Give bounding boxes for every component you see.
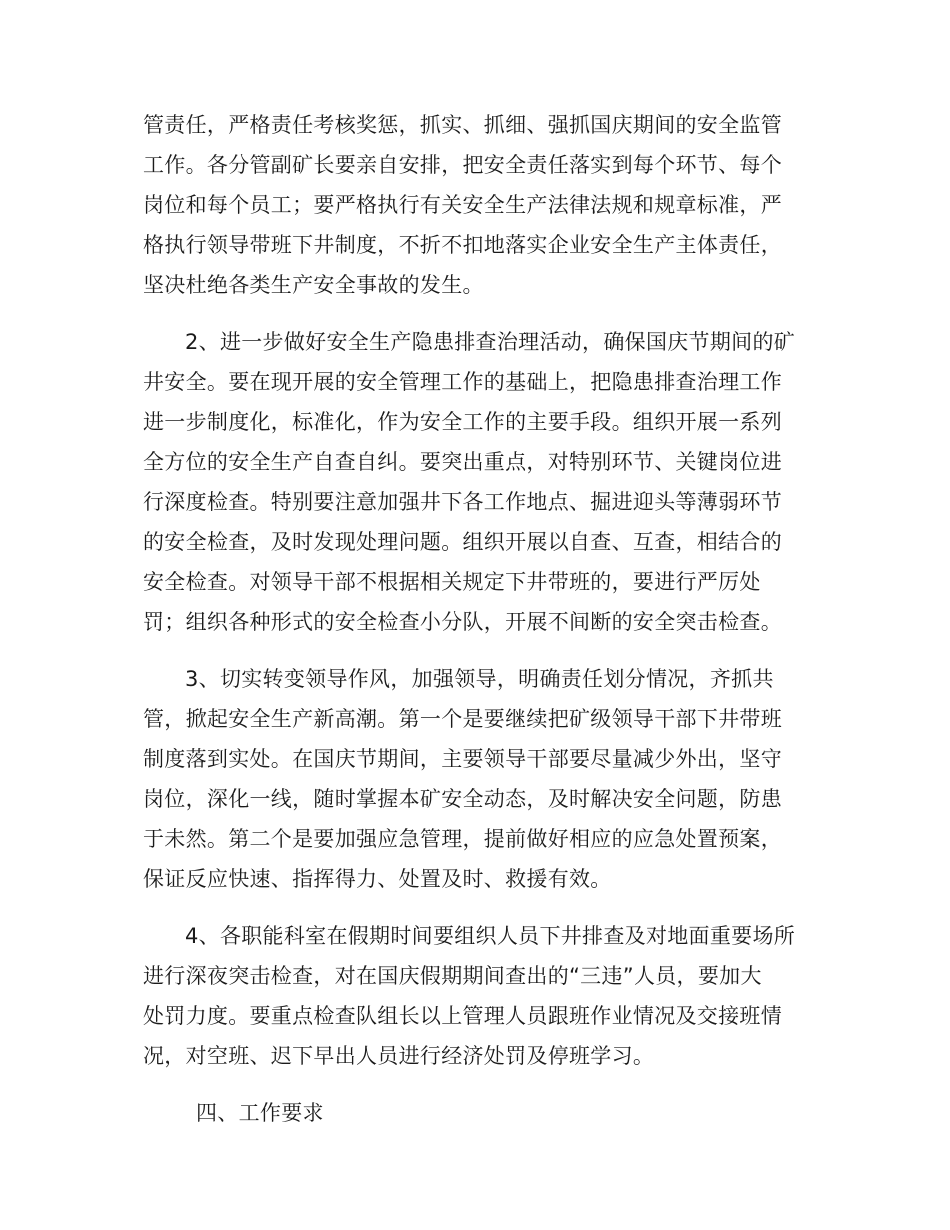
paragraph-3-line-1: 3、切实转变领导作风，加强领导，明确责任划分情况，齐抓共 (185, 667, 774, 691)
paragraph-4-line-1: 4、各职能科室在假期时间要组织人员下井排查及对地面重要场所 (185, 924, 796, 948)
paragraph-2-line-8: 罚；组织各种形式的安全检查小分队，开展不间断的安全突击检查。 (143, 610, 782, 634)
paragraph-3-line-2: 管，掀起安全生产新高潮。第一个是要继续把矿级领导干部下井带班 (143, 707, 782, 731)
paragraph-3-line-6: 保证反应快速、指挥得力、处置及时、救援有效。 (143, 867, 612, 891)
paragraph-3-line-3: 制度落到实处。在国庆节期间，主要领导干部要尽量减少外出，坚守 (143, 747, 782, 771)
paragraph-3-line-5: 于未然。第二个是要加强应急管理，提前做好相应的应急处置预案， (143, 827, 782, 851)
section-heading: 四、工作要求 (196, 1101, 324, 1125)
paragraph-2-line-2: 井安全。要在现开展的安全管理工作的基础上，把隐患排查治理工作 (143, 370, 782, 394)
paragraph-1-line-2: 工作。各分管副矿长要亲自安排，把安全责任落实到每个环节、每个 (143, 153, 782, 177)
paragraph-2-line-6: 的安全检查，及时发现处理问题。组织开展以自查、互查，相结合的 (143, 530, 782, 554)
paragraph-2-line-7: 安全检查。对领导干部不根据相关规定下井带班的，要进行严厉处 (143, 570, 761, 594)
paragraph-4-line-3: 处罚力度。要重点检查队组长以上管理人员跟班作业情况及交接班情 (143, 1004, 782, 1028)
paragraph-2-line-1: 2、进一步做好安全生产隐患排查治理活动，确保国庆节期间的矿 (185, 330, 796, 354)
paragraph-1-line-4: 格执行领导带班下井制度，不折不扣地落实企业安全生产主体责任， (143, 233, 782, 257)
paragraph-1-line-1: 管责任，严格责任考核奖惩，抓实、抓细、强抓国庆期间的安全监管 (143, 113, 782, 137)
paragraph-1-line-5: 坚决杜绝各类生产安全事故的发生。 (143, 273, 484, 297)
paragraph-2-line-3: 进一步制度化，标准化，作为安全工作的主要手段。组织开展一系列 (143, 410, 782, 434)
paragraph-2-line-5: 行深度检查。特别要注意加强井下各工作地点、掘进迎头等薄弱环节 (143, 490, 782, 514)
paragraph-4-line-4: 况，对空班、迟下早出人员进行经济处罚及停班学习。 (143, 1044, 655, 1068)
paragraph-4-line-2: 进行深夜突击检查，对在国庆假期期间查出的“三违”人员，要加大 (143, 964, 762, 988)
paragraph-1-line-3: 岗位和每个员工；要严格执行有关安全生产法律法规和规章标准，严 (143, 193, 782, 217)
paragraph-2-line-4: 全方位的安全生产自查自纠。要突出重点，对特别环节、关键岗位进 (143, 450, 782, 474)
paragraph-3-line-4: 岗位，深化一线，随时掌握本矿安全动态，及时解决安全问题，防患 (143, 787, 782, 811)
